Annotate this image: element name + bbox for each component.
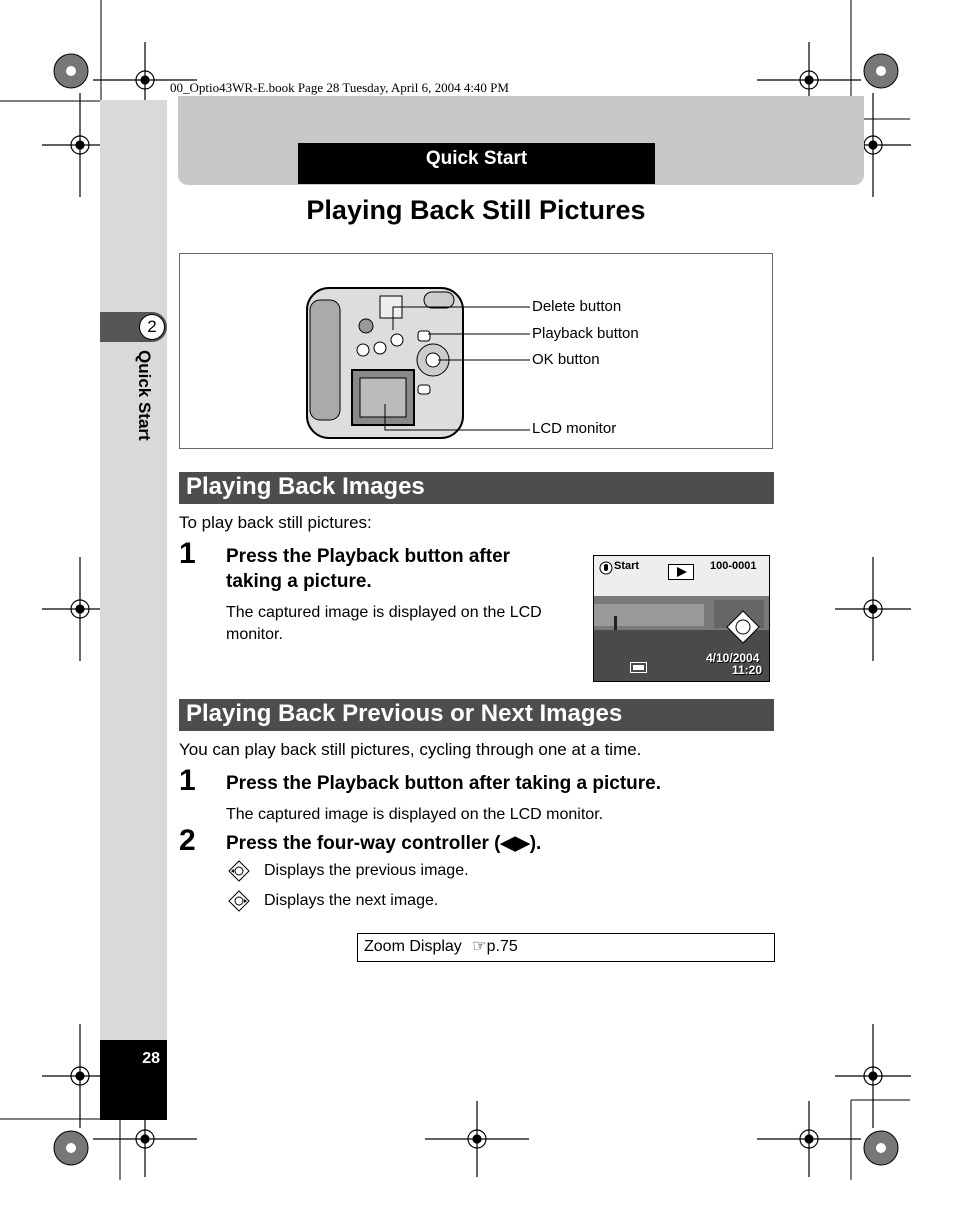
reference-page-link[interactable]: p.75 (486, 938, 518, 955)
camera-figure (179, 253, 773, 449)
battery-icon (630, 662, 648, 674)
section2-bullet-next: Displays the next image. (264, 892, 439, 909)
zoom-display-reference (357, 933, 775, 962)
section1-step-title-line2: taking a picture. (226, 571, 372, 592)
callout-lcd-monitor: LCD monitor (532, 420, 617, 437)
lcd-playback-screen (593, 555, 770, 682)
section1-step-number: 1 (179, 537, 196, 570)
section2-bullet-previous: Displays the previous image. (264, 862, 469, 879)
print-header: 00_Optio43WR-E.book Page 28 Tuesday, April 6, 2004 4:40 PM (170, 80, 509, 95)
quick-start-bar: Quick Start (298, 143, 655, 184)
lcd-file-number: 100-0001 (710, 560, 757, 572)
section-heading-previous-next: Playing Back Previous or Next Images (179, 699, 774, 731)
camera-illustration (180, 254, 774, 450)
chapter-number: 2 (139, 314, 165, 340)
four-way-controller-icon (726, 610, 760, 644)
four-way-right-icon (228, 890, 250, 912)
reference-label: Zoom Display (364, 938, 462, 955)
pointing-hand-icon: ☞ (472, 938, 487, 955)
section2-step2-title: Press the four-way controller (◀▶). (226, 833, 542, 854)
left-margin-band (100, 100, 167, 1120)
four-way-left-icon (228, 860, 250, 882)
section1-step-desc-line1: The captured image is displayed on the LCD (226, 604, 542, 621)
section1-intro: To play back still pictures: (179, 513, 372, 532)
callout-delete-button: Delete button (532, 298, 622, 315)
callout-playback-button: Playback button (532, 325, 639, 342)
section1-step-desc-line2: monitor. (226, 626, 283, 643)
callout-ok-button: OK button (532, 351, 600, 368)
page-title: Playing Back Still Pictures (306, 195, 646, 225)
section1-step-title-line1: Press the Playback button after (226, 546, 511, 567)
page-number: 28 (142, 1050, 160, 1067)
section2-intro: You can play back still pictures, cycling through one at a time. (179, 740, 642, 759)
section2-step1-desc: The captured image is displayed on the LCD monitor. (226, 806, 604, 823)
playback-mode-icon (668, 564, 694, 580)
section-heading-playing-back-images: Playing Back Images (179, 472, 774, 504)
lcd-start-label: Start (614, 560, 640, 572)
chapter-label: Quick Start (135, 350, 154, 441)
section2-step2-number: 2 (179, 824, 196, 857)
section2-step1-number: 1 (179, 764, 196, 797)
lcd-date: 4/10/2004 (706, 651, 760, 665)
lcd-time: 11:20 (732, 663, 763, 677)
section2-step1-title: Press the Playback button after taking a picture. (226, 773, 662, 794)
